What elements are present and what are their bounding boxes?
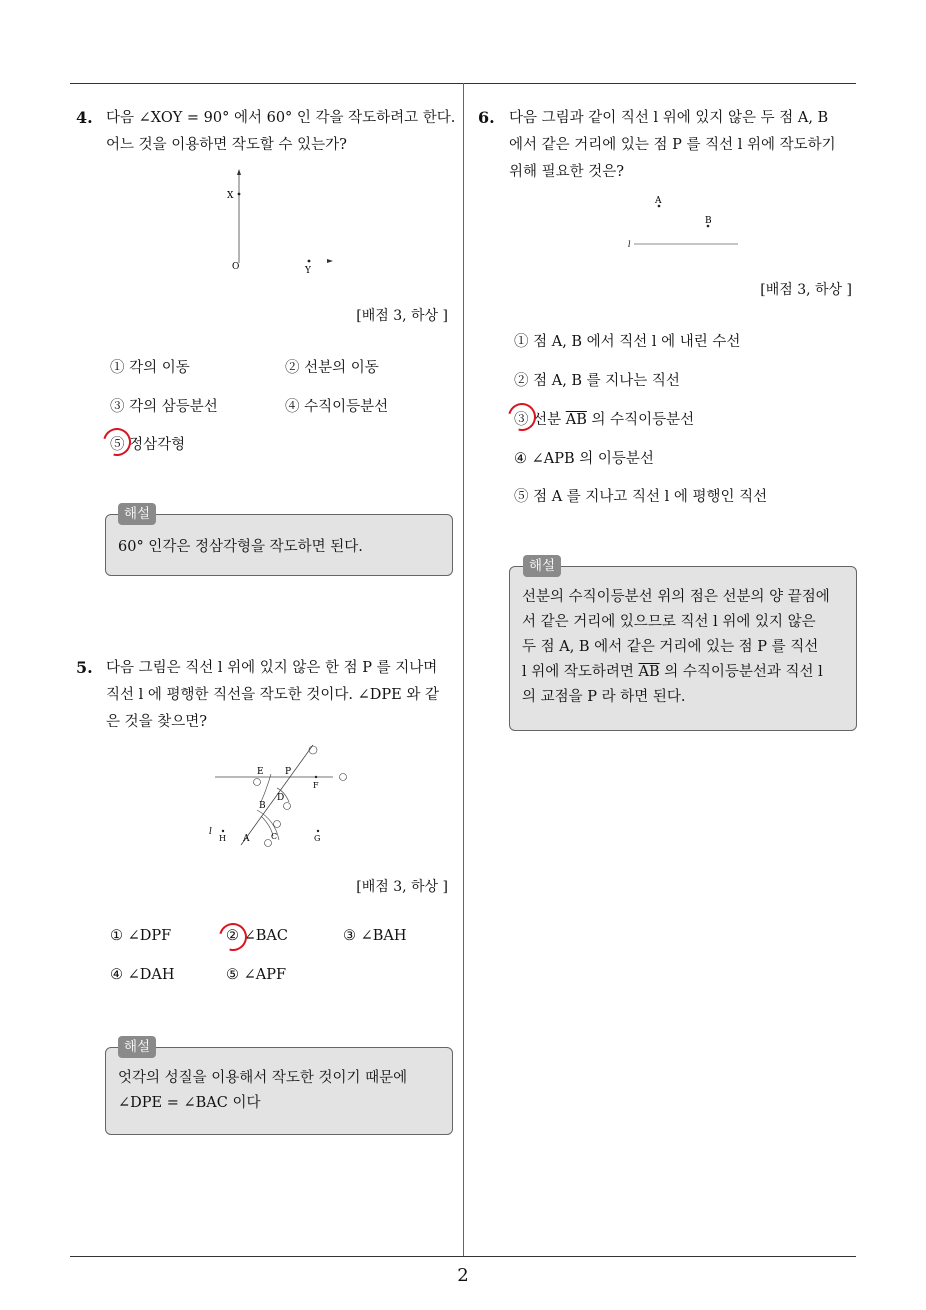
question-4-explanation: 60° 인각은 정삼각형을 작도하면 된다. bbox=[118, 539, 363, 555]
question-4-choice-5[interactable]: ⑤ 정삼각형 bbox=[110, 437, 186, 453]
question-6-explanation-line4-start: l 위에 작도하려면 bbox=[522, 664, 634, 680]
question-6-line1: 다음 그림과 같이 직선 l 위에 있지 않은 두 점 A, B bbox=[509, 110, 829, 126]
question-6-number: 6. bbox=[478, 108, 495, 127]
question-6-score: [배점 3, 하상 ] bbox=[760, 282, 852, 298]
question-4-choice-1[interactable]: ① 각의 이동 bbox=[110, 360, 190, 376]
question-6-explanation-tag: 해설 bbox=[523, 555, 561, 577]
figure-label-e: E bbox=[257, 767, 264, 777]
question-6-choice-4[interactable]: ④ ∠APB 의 이등분선 bbox=[514, 451, 654, 467]
question-5-explanation-tag: 해설 bbox=[118, 1036, 156, 1058]
answer-mark-q4 bbox=[98, 423, 136, 461]
question-5-choice-1[interactable]: ① ∠DPF bbox=[110, 928, 172, 944]
question-5-choice-2[interactable]: ② ∠BAC bbox=[226, 928, 288, 944]
question-5-text bbox=[106, 655, 439, 736]
question-6-choice-3-tail: 의 수직이등분선 bbox=[586, 412, 695, 428]
figure-label-f: F bbox=[313, 781, 319, 790]
figure-label-b: B bbox=[259, 801, 266, 811]
question-6-line3: 위해 필요한 것은? bbox=[509, 164, 625, 180]
question-6-choice-3-label: ③ 선분 bbox=[514, 412, 562, 428]
question-4-figure bbox=[220, 165, 350, 280]
question-6-line2: 에서 같은 거리에 있는 점 P 를 직선 l 위에 작도하기 bbox=[509, 137, 836, 153]
figure-label-d: D bbox=[277, 793, 285, 803]
question-5-score: [배점 3, 하상 ] bbox=[356, 879, 448, 895]
question-5-explanation-box bbox=[105, 1047, 453, 1135]
question-4-choice-2[interactable]: ② 선분의 이동 bbox=[285, 360, 379, 376]
question-6-choice-1[interactable]: ① 점 A, B 에서 직선 l 에 내린 수선 bbox=[514, 334, 741, 350]
question-6-explanation-line3: 두 점 A, B 에서 같은 거리에 있는 점 P 를 직선 bbox=[522, 639, 819, 655]
segment-ab: $\overline{AB}$ bbox=[565, 412, 587, 428]
figure-label-g: G bbox=[314, 834, 321, 843]
question-6-choice-5[interactable]: ⑤ 점 A 를 지나고 직선 l 에 평행인 직선 bbox=[514, 489, 768, 505]
question-6-explanation-line4-end: 의 수직이등분선과 직선 l bbox=[659, 664, 823, 680]
column-divider bbox=[463, 83, 464, 1257]
question-4-number: 4. bbox=[76, 108, 93, 127]
question-5-line3: 은 것을 찾으면? bbox=[106, 714, 208, 730]
question-5-figure bbox=[205, 740, 360, 855]
question-4-text bbox=[106, 105, 455, 159]
figure-label-c: C bbox=[271, 832, 278, 841]
question-5-explanation bbox=[118, 1066, 407, 1116]
question-4-line2: 어느 것을 이용하면 작도할 수 있는가? bbox=[106, 137, 347, 153]
question-4-explanation-tag: 해설 bbox=[118, 503, 156, 525]
question-5-choice-3[interactable]: ③ ∠BAH bbox=[343, 928, 407, 944]
question-5-choice-5[interactable]: ⑤ ∠APF bbox=[226, 967, 287, 983]
question-4-choice-4[interactable]: ④ 수직이등분선 bbox=[285, 399, 389, 415]
figure-label-o: O bbox=[232, 262, 240, 272]
question-5-explanation-line2: ∠DPE = ∠BAC 이다 bbox=[118, 1095, 261, 1111]
question-4-line1: 다음 ∠XOY = 90° 에서 60° 인 각을 작도하려고 한다. bbox=[106, 110, 456, 126]
answer-mark-q6 bbox=[503, 398, 541, 436]
question-4-choice-3[interactable]: ③ 각의 삼등분선 bbox=[110, 399, 218, 415]
question-6-explanation-line1: 선분의 수직이등분선 위의 점은 선분의 양 끝점에 bbox=[522, 589, 830, 605]
figure-label-l: l bbox=[628, 240, 631, 249]
question-5-line1: 다음 그림은 직선 l 위에 있지 않은 한 점 P 를 지나며 bbox=[106, 660, 438, 676]
figure-label-y: Y bbox=[305, 266, 311, 276]
question-6-explanation-line2: 서 같은 거리에 있으므로 직선 l 위에 있지 않은 bbox=[522, 614, 816, 630]
question-4-score: [배점 3, 하상 ] bbox=[356, 308, 448, 324]
page-number: 2 bbox=[457, 1265, 469, 1286]
figure-label-l: l bbox=[209, 827, 212, 837]
segment-ab-explanation: $\overline{AB}$ bbox=[638, 664, 660, 680]
question-5-number: 5. bbox=[76, 658, 93, 677]
figure-label-a: A bbox=[243, 834, 250, 844]
figure-label-b: B bbox=[705, 216, 712, 226]
question-5-line2: 직선 l 에 평행한 직선을 작도한 것이다. ∠DPE 와 같 bbox=[106, 687, 439, 703]
question-6-explanation-line5: 의 교점을 P 라 하면 된다. bbox=[522, 689, 686, 705]
question-5-explanation-line1: 엇각의 성질을 이용해서 작도한 것이기 때문에 bbox=[118, 1070, 408, 1086]
question-4-explanation-box bbox=[105, 514, 453, 576]
question-6-choice-3[interactable] bbox=[514, 408, 694, 429]
question-6-explanation-box bbox=[509, 566, 857, 731]
question-5-choice-4[interactable]: ④ ∠DAH bbox=[110, 967, 175, 983]
question-6-choice-2[interactable]: ② 점 A, B 를 지나는 직선 bbox=[514, 373, 680, 389]
figure-label-x: X bbox=[227, 191, 234, 201]
bottom-rule bbox=[70, 1256, 856, 1257]
question-6-text bbox=[509, 105, 836, 186]
question-6-figure bbox=[620, 190, 750, 255]
figure-label-a: A bbox=[655, 196, 662, 206]
figure-label-p: P bbox=[285, 767, 292, 777]
figure-label-h: H bbox=[219, 834, 226, 843]
question-6-explanation bbox=[522, 585, 830, 710]
answer-mark-q5 bbox=[214, 918, 252, 956]
question-6-explanation-line4 bbox=[522, 660, 830, 685]
